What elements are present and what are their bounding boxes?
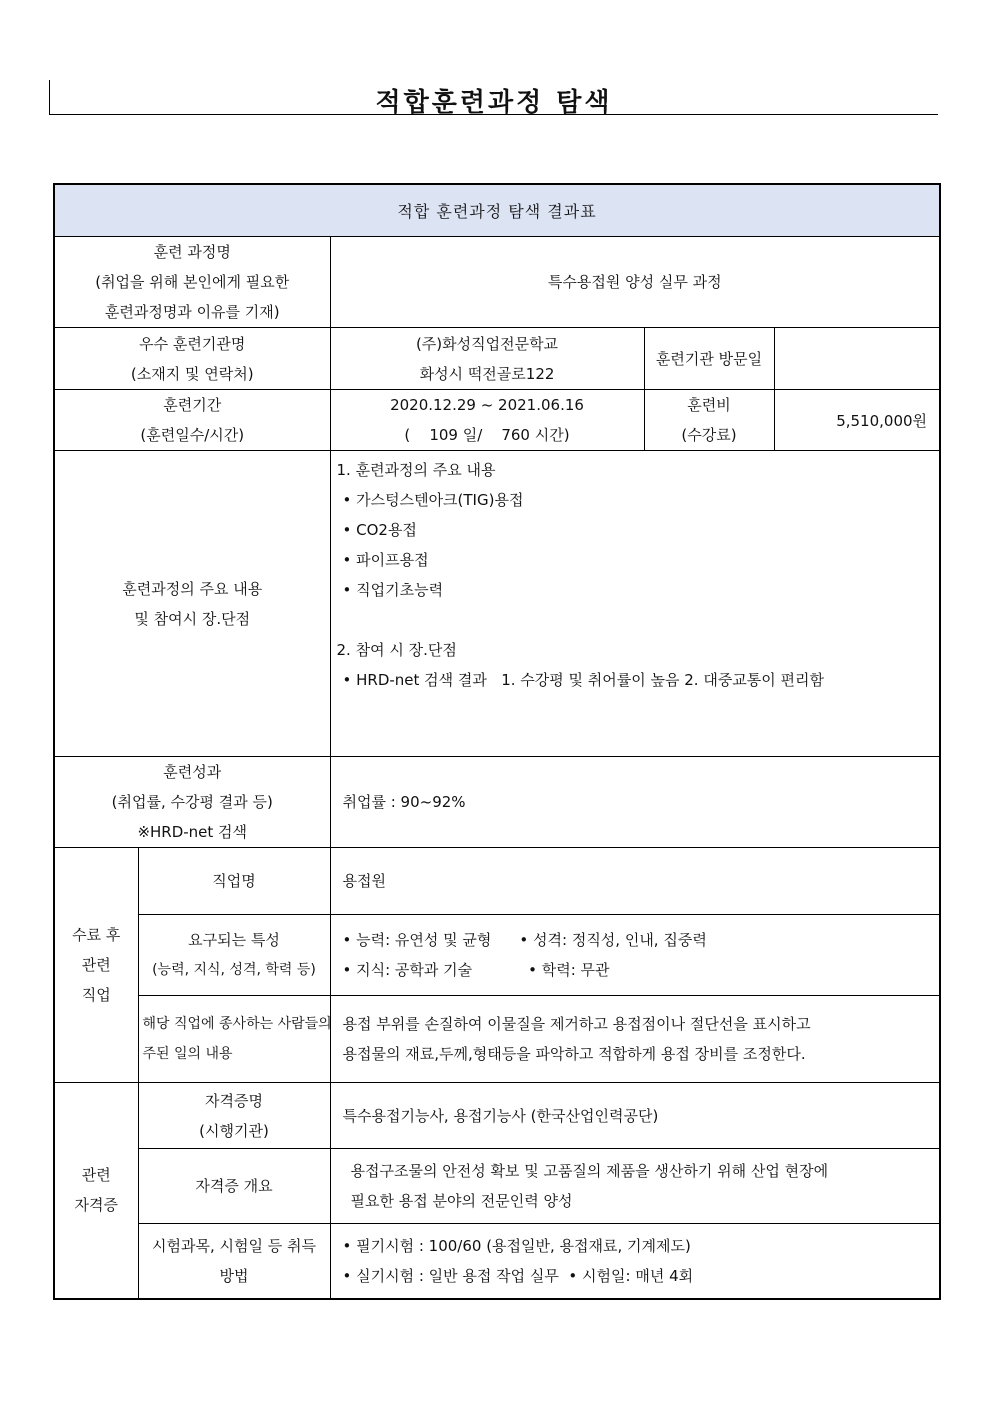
list-item: • 직업기초능력	[342, 581, 444, 599]
job-duty-label: 해당 직업에 종사하는 사람들의 주된 일의 내용	[138, 996, 330, 1083]
cert-overview-value: 용접구조물의 안전성 확보 및 고품질의 제품을 생산하기 위해 산업 현장에 필요한 용접 분야의 전문인력 양성	[330, 1149, 940, 1224]
visit-value	[774, 328, 940, 390]
list-item: • 가스텅스텐아크(TIG)용접	[342, 491, 524, 509]
cert-exam-label: 시험과목, 시험일 등 취득 방법	[138, 1224, 330, 1299]
job-traits-label: 요구되는 특성 (능력, 지식, 성격, 학력 등)	[138, 915, 330, 996]
page-title: 적합훈련과정 탐색	[375, 88, 613, 118]
title-area	[49, 80, 938, 118]
job-name-value: 용접원	[330, 848, 940, 915]
contents-value	[330, 451, 940, 757]
job-group-label: 수료 후 관련 직업	[54, 848, 138, 1083]
list-item: • HRD-net 검색 결과 1. 수강평 및 취어률이 높음 2. 대중교통이 편리함	[342, 671, 825, 689]
cert-exam-value: • 필기시험 : 100/60 (용접일반, 용접재료, 기계제도) • 실기시험 : 일반 용접 작업 실무 • 시험일: 매년 4회	[330, 1224, 940, 1299]
course-value: 특수용접원 양성 실무 과정	[330, 237, 940, 328]
institution-label: 우수 훈련기관명 (소재지 및 연락처)	[54, 328, 330, 390]
period-value: 2020.12.29 ~ 2021.06.16 ( 109 일/ 760 시간)	[330, 390, 644, 451]
institution-value: (주)화성직업전문학교 화성시 떡전골로122	[330, 328, 644, 390]
fee-label: 훈련비 (수강료)	[644, 390, 774, 451]
results-label: 훈련성과 (취업률, 수강평 결과 등) ※HRD-net 검색	[54, 757, 330, 848]
cert-name-label: 자격증명 (시행기관)	[138, 1083, 330, 1149]
visit-label: 훈련기관 방문일	[644, 328, 774, 390]
contents-label: 훈련과정의 주요 내용 및 참여시 장.단점	[54, 451, 330, 757]
cert-overview-label: 자격증 개요	[138, 1149, 330, 1224]
result-table	[53, 183, 941, 1300]
cert-group-label: 관련 자격증	[54, 1083, 138, 1299]
course-label: 훈련 과정명 (취업을 위해 본인에게 필요한 훈련과정명과 이유를 기재)	[54, 237, 330, 328]
list-item: • CO2용접	[342, 521, 417, 539]
period-label: 훈련기간 (훈련일수/시간)	[54, 390, 330, 451]
fee-value: 5,510,000원	[774, 390, 940, 451]
section1-title: 1. 훈련과정의 주요 내용	[336, 461, 496, 479]
job-duty-value: 용접 부위를 손질하여 이물질을 제거하고 용접점이나 절단선을 표시하고 용접물의 재료,두께,형태등을 파악하고 적합하게 용접 장비를 조정한다.	[330, 996, 940, 1083]
results-value: 취업률 : 90~92%	[330, 757, 940, 848]
job-traits-value: • 능력: 유연성 및 균형 • 성격: 정직성, 인내, 집중력 • 지식: 공학과 기술 • 학력: 무관	[330, 915, 940, 996]
list-item: • 파이프용접	[342, 551, 429, 569]
cert-name-value: 특수용접기능사, 용접기능사 (한국산업인력공단)	[330, 1083, 940, 1149]
job-name-label: 직업명	[138, 848, 330, 915]
table-header: 적합 훈련과정 탐색 결과표	[54, 184, 940, 237]
section2-title: 2. 참여 시 장.단점	[336, 641, 457, 659]
